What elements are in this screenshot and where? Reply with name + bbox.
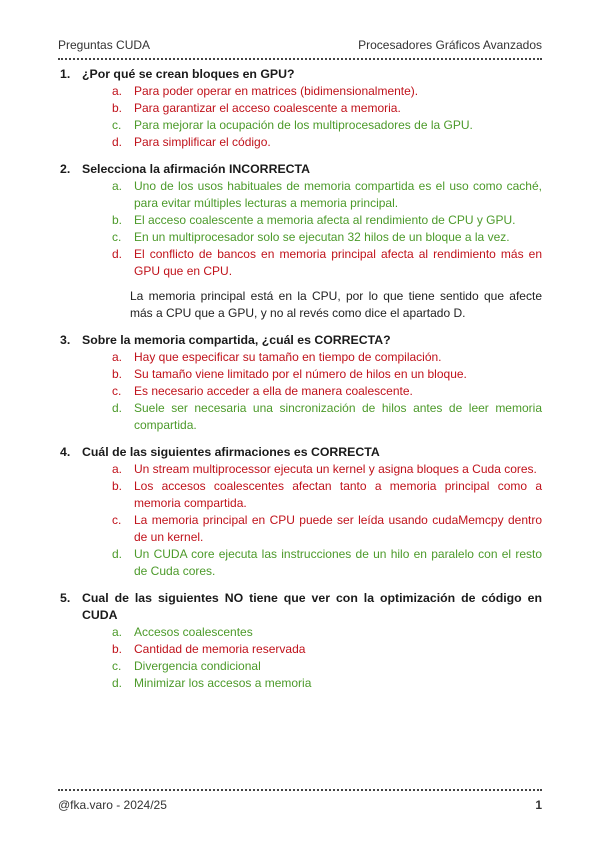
question-number: 3.	[60, 333, 71, 347]
option-text: Es necesario acceder a ella de manera coalescente.	[134, 384, 413, 398]
option-letter: b.	[112, 213, 123, 227]
option-letter: b.	[112, 642, 123, 656]
page-header	[58, 38, 542, 54]
question-text: Cual de las siguientes NO tiene que ver con la optimización de código en CUDA	[82, 591, 542, 622]
option-letter: a.	[112, 350, 123, 364]
question-number: 4.	[60, 445, 71, 459]
question-number: 1.	[60, 67, 71, 81]
option-b	[82, 641, 542, 658]
option-letter: c.	[112, 513, 122, 527]
option-letter: b.	[112, 367, 123, 381]
header-right: Procesadores Gráficos Avanzados	[358, 38, 542, 52]
option-list	[58, 349, 542, 434]
option-text: Suele ser necesaria una sincronización de hilos antes de leer memoria compartida.	[134, 401, 542, 432]
option-a	[82, 83, 542, 100]
question-5	[58, 590, 542, 692]
option-d	[82, 675, 542, 692]
option-text: Para poder operar en matrices (bidimensionalmente).	[134, 84, 419, 98]
question-text: ¿Por qué se crean bloques en GPU?	[82, 67, 295, 81]
option-text: Un stream multiprocessor ejecuta un kernel y asigna bloques a Cuda cores.	[134, 462, 537, 476]
question-list	[58, 66, 542, 702]
header-divider	[58, 58, 542, 60]
option-text: Cantidad de memoria reservada	[134, 642, 306, 656]
option-d	[82, 400, 542, 434]
option-d	[82, 546, 542, 580]
page-footer	[58, 798, 542, 812]
explanation-note: La memoria principal está en la CPU, por lo que tiene sentido que afecte más a CPU que a GPU, y no al revés como dice el apartado D.	[130, 289, 542, 320]
question-number: 5.	[60, 591, 71, 605]
footer-author: @fka.varo - 2024/25	[58, 798, 167, 812]
question-title	[58, 590, 542, 624]
option-c	[82, 117, 542, 134]
option-text: Hay que especificar su tamaño en tiempo de compilación.	[134, 350, 442, 364]
option-list	[58, 178, 542, 280]
option-b	[82, 478, 542, 512]
option-d	[82, 134, 542, 151]
option-list	[58, 83, 542, 151]
question-1	[58, 66, 542, 151]
option-text: En un multiprocesador solo se ejecutan 32 hilos de un bloque a la vez.	[134, 230, 510, 244]
page-number: 1	[535, 798, 542, 812]
option-letter: c.	[112, 384, 122, 398]
question-title	[58, 66, 542, 83]
header-left: Preguntas CUDA	[58, 38, 151, 52]
option-a	[82, 349, 542, 366]
option-b	[82, 212, 542, 229]
option-letter: a.	[112, 179, 123, 193]
option-letter: c.	[112, 659, 122, 673]
option-text: Los accesos coalescentes afectan tanto a memoria principal como a memoria compartida.	[134, 479, 542, 510]
option-text: Para mejorar la ocupación de los multiprocesadores de la GPU.	[134, 118, 473, 132]
question-3	[58, 332, 542, 434]
option-text: El conflicto de bancos en memoria principal afecta al rendimiento más en GPU que en CPU.	[134, 247, 542, 278]
footer-divider	[58, 789, 542, 791]
option-letter: a.	[112, 84, 123, 98]
option-text: La memoria principal en CPU puede ser leída usando cudaMemcpy dentro de un kernel.	[134, 513, 542, 544]
option-a	[82, 461, 542, 478]
option-text: Un CUDA core ejecuta las instrucciones de un hilo en paralelo con el resto de Cuda cores.	[134, 547, 542, 578]
option-c	[82, 383, 542, 400]
question-4	[58, 444, 542, 580]
option-text: Uno de los usos habituales de memoria compartida es el uso como caché, para evitar múltiples lecturas a memoria principal.	[134, 179, 542, 210]
option-c	[82, 512, 542, 546]
question-2	[58, 161, 542, 322]
option-letter: b.	[112, 479, 123, 493]
question-text: Selecciona la afirmación INCORRECTA	[82, 162, 311, 176]
option-d	[82, 246, 542, 280]
option-a	[82, 178, 542, 212]
option-text: Para garantizar el acceso coalescente a memoria.	[134, 101, 401, 115]
option-letter: a.	[112, 462, 123, 476]
question-text: Cuál de las siguientes afirmaciones es CORRECTA	[82, 445, 380, 459]
option-text: Para simplificar el código.	[134, 135, 271, 149]
option-letter: d.	[112, 135, 123, 149]
option-text: El acceso coalescente a memoria afecta al rendimiento de CPU y GPU.	[134, 213, 516, 227]
question-title	[58, 332, 542, 349]
question-title	[58, 444, 542, 461]
question-text: Sobre la memoria compartida, ¿cuál es CORRECTA?	[82, 333, 391, 347]
option-letter: d.	[112, 401, 123, 415]
question-title	[58, 161, 542, 178]
option-list	[58, 624, 542, 692]
option-b	[82, 366, 542, 383]
option-letter: d.	[112, 547, 123, 561]
option-c	[82, 658, 542, 675]
option-letter: d.	[112, 247, 123, 261]
option-letter: d.	[112, 676, 123, 690]
option-b	[82, 100, 542, 117]
option-c	[82, 229, 542, 246]
option-text: Divergencia condicional	[134, 659, 261, 673]
option-letter: c.	[112, 230, 122, 244]
option-letter: c.	[112, 118, 122, 132]
option-text: Minimizar los accesos a memoria	[134, 676, 312, 690]
option-letter: b.	[112, 101, 123, 115]
question-number: 2.	[60, 162, 71, 176]
option-text: Su tamaño viene limitado por el número de hilos en un bloque.	[134, 367, 467, 381]
option-text: Accesos coalescentes	[134, 625, 253, 639]
option-letter: a.	[112, 625, 123, 639]
option-list	[58, 461, 542, 580]
option-a	[82, 624, 542, 641]
